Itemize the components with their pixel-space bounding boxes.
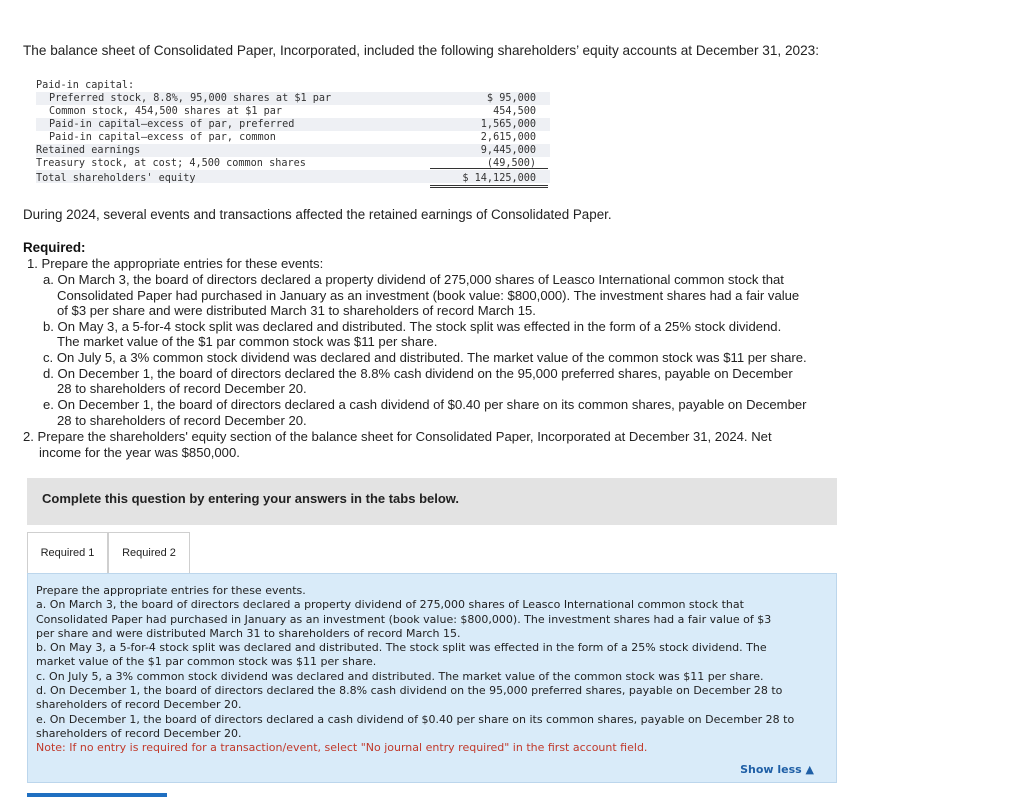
panel-line: d. On December 1, the board of directors declared the 8.8% cash dividend on the 95,000 preferred shares, payable on December 28 to (36, 684, 783, 698)
panel-line: Consolidated Paper had purchased in January as an investment (book value: $800,000). The investment shares had a fair value of $3 (36, 612, 772, 626)
event-a: a. On March 3, the board of directors declared a property dividend of 275,000 shares of Leasco International common stock that (43, 272, 784, 287)
during-text: During 2024, several events and transactions affected the retained earnings of Consolidated Paper. (23, 207, 612, 222)
bs-amount: $ 95,000 (486, 93, 536, 104)
bs-row (36, 144, 556, 157)
panel-line: market value of the $1 par common stock was $11 per share. (36, 655, 377, 669)
subtotal-underline (430, 167, 548, 169)
panel-line: per share and were distributed March 31 to shareholders of record March 15. (36, 626, 461, 640)
tab-required-1[interactable]: Required 1 (27, 532, 108, 573)
required-item-2: income for the year was $850,000. (39, 445, 240, 460)
total-double-underline (430, 184, 548, 188)
panel-line: shareholders of record December 20. (36, 726, 242, 740)
bs-label: Paid-in capital—excess of par, common (49, 132, 276, 143)
bs-row (36, 118, 556, 131)
bs-label: Total shareholders' equity (36, 173, 196, 184)
instruction-text: Complete this question by entering your answers in the tabs below. (42, 491, 460, 506)
instruction-bar (27, 478, 837, 525)
event-a: Consolidated Paper had purchased in January as an investment (book value: $800,000). The investment shares had a fair value (57, 288, 800, 303)
panel-line: c. On July 5, a 3% common stock dividend was declared and distributed. The market value of the common stock was $11 per share. (36, 669, 764, 683)
event-d: 28 to shareholders of record December 20. (57, 381, 307, 396)
panel-line: b. On May 3, a 5-for-4 stock split was declared and distributed. The stock split was effected in the form of a 25% stock dividend. The (36, 641, 767, 655)
bs-row (36, 105, 556, 118)
bs-header: Paid-in capital: (36, 80, 135, 91)
panel-line: a. On March 3, the board of directors declared a property dividend of 275,000 shares of Leasco International common stock that (36, 598, 744, 612)
event-e: e. On December 1, the board of directors declared a cash dividend of $0.40 per share on its common shares, payable on December (43, 397, 807, 412)
bs-amount: $ 14,125,000 (462, 173, 536, 184)
bs-label: Retained earnings (36, 145, 141, 156)
next-button-edge[interactable] (27, 793, 167, 797)
required-item-1: 1. Prepare the appropriate entries for these events: (27, 256, 324, 271)
panel-line: Prepare the appropriate entries for these events. (36, 584, 306, 597)
panel-text (36, 584, 831, 756)
panel-line: e. On December 1, the board of directors declared a cash dividend of $0.40 per share on its common shares, payable on December 28 to (36, 712, 795, 726)
bs-header-row (36, 79, 556, 92)
intro-text: The balance sheet of Consolidated Paper, Incorporated, included the following shareholders’ equity accounts at December 31, 2023: (23, 43, 819, 58)
bs-row (36, 131, 556, 144)
bs-label: Treasury stock, at cost; 4,500 common shares (36, 158, 306, 169)
balance-sheet (36, 79, 556, 185)
bs-label: Paid-in capital—excess of par, preferred (49, 119, 295, 130)
show-less-link[interactable]: Show less ▲ (740, 763, 814, 776)
panel-note: Note: If no entry is required for a transaction/event, select "No journal entry required" in the first account field. (36, 741, 648, 755)
tab-required-2[interactable]: Required 2 (108, 532, 190, 573)
instructions-panel (27, 573, 837, 783)
event-c: c. On July 5, a 3% common stock dividend was declared and distributed. The market value of the common stock was $11 per share. (43, 350, 807, 365)
bs-label: Preferred stock, 8.8%, 95,000 shares at $1 par (49, 93, 332, 104)
bs-amount: (49,500) (486, 158, 536, 169)
bs-label: Common stock, 454,500 shares at $1 par (49, 106, 283, 117)
bs-amount: 454,500 (493, 106, 536, 117)
event-e: 28 to shareholders of record December 20. (57, 413, 307, 428)
event-b: b. On May 3, a 5-for-4 stock split was declared and distributed. The stock split was effected in the form of a 25% stock dividend. (43, 319, 782, 334)
bs-amount: 2,615,000 (480, 132, 536, 143)
required-heading: Required: (23, 240, 86, 255)
bs-amount: 9,445,000 (480, 145, 536, 156)
required-item-2: 2. Prepare the shareholders' equity section of the balance sheet for Consolidated Paper, Incorporated at December 31, 2024. Net (23, 429, 772, 444)
event-a: of $3 per share and were distributed March 31 to shareholders of record March 15. (57, 303, 536, 318)
event-d: d. On December 1, the board of directors declared the 8.8% cash dividend on the 95,000 preferred shares, payable on December (43, 366, 793, 381)
event-b: The market value of the $1 par common stock was $11 per share. (57, 334, 438, 349)
panel-line: shareholders of record December 20. (36, 698, 242, 712)
bs-row (36, 92, 556, 105)
bs-amount: 1,565,000 (480, 119, 536, 130)
